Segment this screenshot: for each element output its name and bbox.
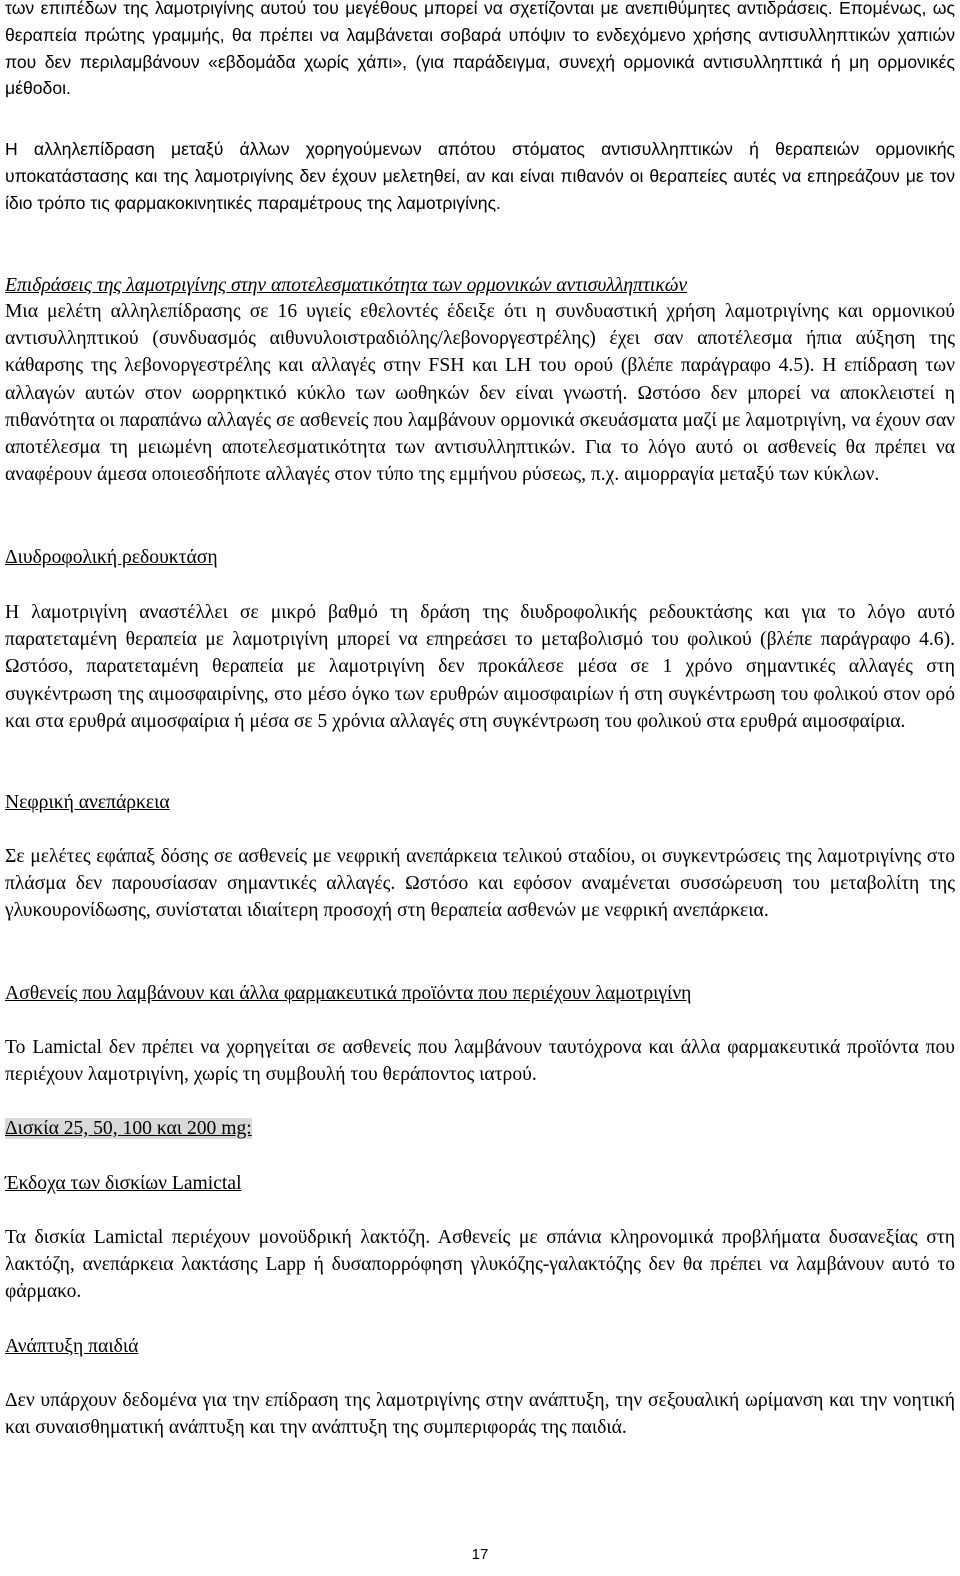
page-number: 17 — [471, 1546, 489, 1563]
paragraph-hormonal-interaction: Η αλληλεπίδραση μεταξύ άλλων χορηγούμενων απότου στόματος αντισυλληπτικών ή θεραπειών ορμονικής υποκατάστασης και της λαμοτριγίνης δεν έχουν μελετηθεί, αν και είναι πιθανόν οι θεραπείες αυτές να επηρεάζουν με τον ίδιο τρόπο τις φαρμακοκινητικές παραμέτρους της λαμοτριγίνης. — [5, 139, 955, 213]
other-products-section-heading — [5, 980, 955, 1007]
paragraph-dhfr-body: Η λαμοτριγίνη αναστέλλει σε μικρό βαθμό τη δράση της διυδροφολικής ρεδουκτάσης και για το λόγο αυτό παρατεταμένη θεραπεία με λαμοτριγίνη μπορεί να επηρεάσει το μεταβολισμό του φολικού (βλέπε παράγραφο 4.6). Ωστόσο, παρατεταμένη θεραπεία με λαμοτριγίνη δεν προκάλεσε μέσα σε 1 χρόνο σημαντικές αλλαγές στη συγκέντρωση της αιμοσφαιρίνης, στο μέσο όγκο των ερυθρών αιμοσφαιρίων ή στη συγκέντρωση του φολικού στον ορό και στα ερυθρά αιμοσφαίρια ή μέσα σε 5 χρόνια αλλαγές στη συγκέντρωση του φολικού στα ερυθρά αιμοσφαίρια. — [5, 602, 955, 732]
effects-section-heading — [5, 272, 955, 299]
renal-heading-text: Νεφρική ανεπάρκεια — [5, 792, 170, 813]
tablets-heading-text: Δισκία 25, 50, 100 και 200 mg: — [5, 1118, 252, 1139]
excipients-section-heading — [5, 1170, 955, 1197]
children-heading-text: Ανάπτυξη παιδιά — [5, 1336, 139, 1357]
tablets-section-heading — [5, 1115, 955, 1142]
excipients-heading-text: Έκδοχα των δισκίων Lamictal — [5, 1173, 242, 1194]
paragraph-children-body: Δεν υπάρχουν δεδομένα για την επίδραση της λαμοτριγίνης στην ανάπτυξη, την σεξουαλική ωρίμανση και την νοητική και συναισθηματική ανάπτυξη και την ανάπτυξη της συμπεριφοράς της παιδιά. — [5, 1390, 955, 1439]
paragraph-other-products-body: Το Lamictal δεν πρέπει να χορηγείται σε ασθενείς που λαμβάνουν ταυτόχρονα και άλλα φαρμακευτικά προϊόντα που περιέχουν λαμοτριγίνη, χωρίς τη συμβουλή του θεράποντος ιατρού. — [5, 1037, 955, 1086]
children-section-heading — [5, 1333, 955, 1360]
paragraph-contraception-continued: των επιπέδων της λαμοτριγίνης αυτού του μεγέθους μπορεί να σχετίζονται με ανεπιθύμητες αντιδράσεις. Επομένως, ως θεραπεία πρώτης γραμμής, θα πρέπει να λαμβάνεται σοβαρά υπόψιν το ενδεχόμενο χρήσης αντισυλληπτικών χαπιών που δεν περιλαμβάνουν «εβδομάδα χωρίς χάπι», (για παράδειγμα, συνεχή ορμονικά αντισυλληπτικά ή μη ορμονικές μέθοδοι. — [5, 0, 955, 99]
paragraph-excipients-body: Τα δισκία Lamictal περιέχουν μονοϋδρική λακτόζη. Ασθενείς με σπάνια κληρονομικά προβλήματα δυσανεξίας στη λακτόζη, ανεπάρκεια λακτάσης Lapp ή δυσαπορρόφηση γλυκόζης-γαλακτόζης δεν θα πρέπει να λαμβάνουν αυτό το φάρμακο. — [5, 1227, 955, 1303]
paragraph-renal-body: Σε μελέτες εφάπαξ δόσης σε ασθενείς με νεφρική ανεπάρκεια τελικού σταδίου, οι συγκεντρώσεις της λαμοτριγίνης στο πλάσμα δεν παρουσίασαν σημαντικές αλλαγές. Ωστόσο και εφόσον αναμένεται συσσώρευση του μεταβολίτη της γλυκουρονίδωσης, συνίσταται ιδιαίτερη προσοχή στη θεραπεία ασθενών με νεφρική ανεπάρκεια. — [5, 846, 955, 922]
paragraph-effects-body: Μια μελέτη αλληλεπίδρασης σε 16 υγιείς εθελοντές έδειξε ότι η συνδυαστική χρήση λαμοτριγίνης και ορμονικού αντισυλληπτικού (συνδυασμός αιθυνυλοιστραδιόλης/λεβονοργεστρέλης) έχει σαν αποτέλεσμα ήπια αύξηση της κάθαρσης της λεβονοργεστρέλης και αλλαγές στην FSH και LH του ορού (βλέπε παράγραφο 4.5). Η επίδραση των αλλαγών αυτών στον ωορρηκτικό κύκλο των ωοθηκών δεν είναι γνωστή. Ωστόσο δεν μπορεί να αποκλειστεί η πιθανότητα οι παραπάνω αλλαγές σε ασθενείς που λαμβάνουν ορμονικά σκευάσματα μαζί με λαμοτριγίνη, να έχουν σαν αποτέλεσμα τη μειωμένη αποτελεσματικότητα των αντισυλληπτικών. Για το λόγο αυτό οι ασθενείς θα πρέπει να αναφέρουν άμεσα οποιεσδήποτε αλλαγές στον τύπο της εμμήνου ρύσεως, π.χ. αιμορραγία μεταξύ των κύκλων. — [5, 301, 955, 486]
other-products-heading-text: Ασθενείς που λαμβάνουν και άλλα φαρμακευτικά προϊόντα που περιέχουν λαμοτριγίνη — [5, 983, 692, 1004]
dhfr-section-heading — [5, 544, 955, 571]
dhfr-heading-text: Διυδροφολική ρεδουκτάση — [5, 547, 218, 568]
renal-section-heading — [5, 789, 955, 816]
effects-heading-text: Επιδράσεις της λαμοτριγίνης στην αποτελεσματικότητα των ορμονικών αντισυλληπτικών — [5, 275, 688, 296]
